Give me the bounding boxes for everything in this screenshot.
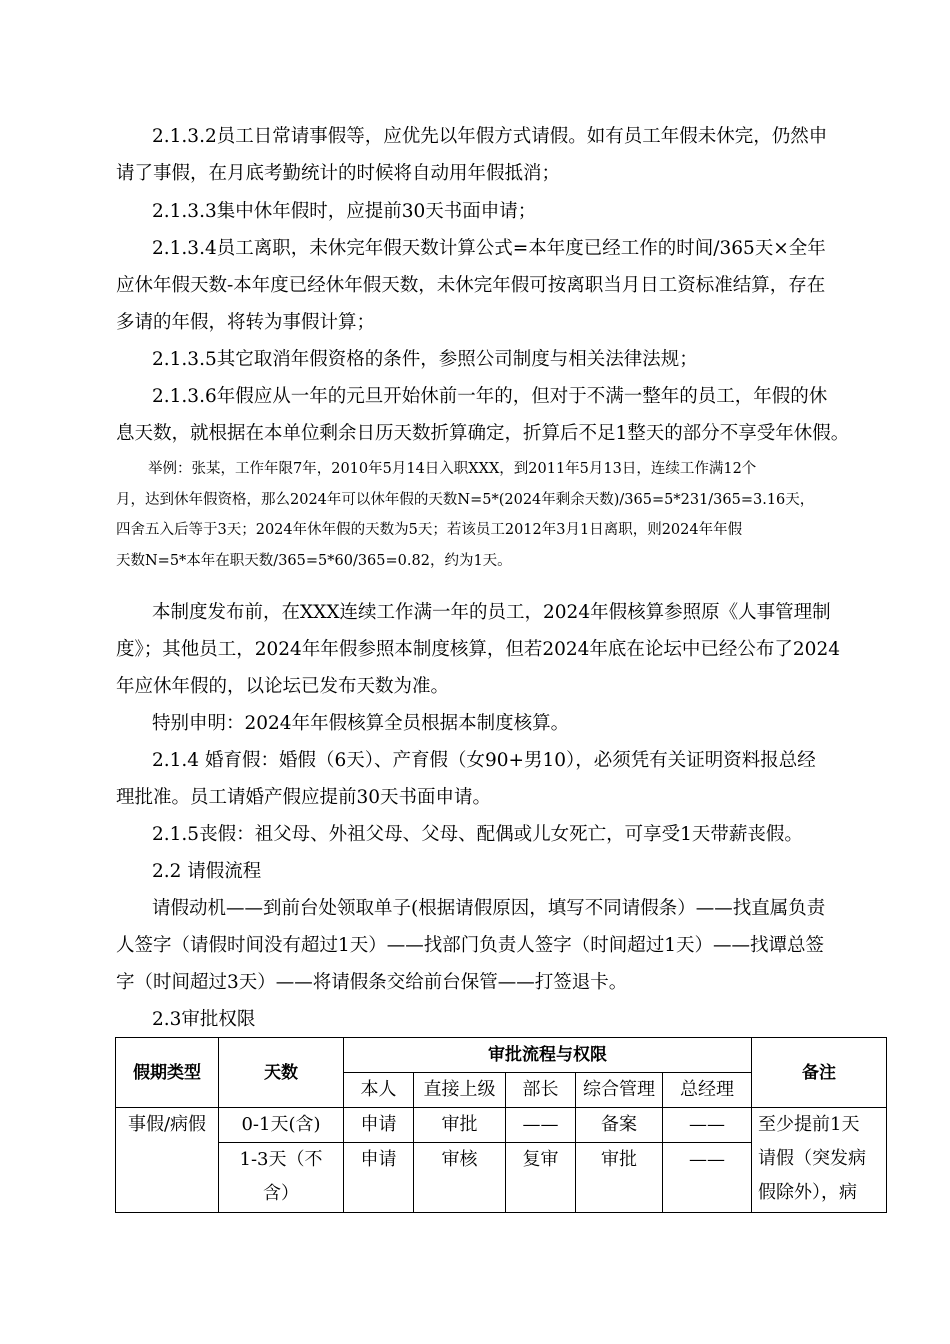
header-approval-process: 审批流程与权限 (344, 1038, 752, 1073)
cell-leave-type: 事假/病假 (116, 1108, 219, 1213)
section-heading-2-3 (116, 1001, 886, 1038)
cell-general-manager: —— (663, 1108, 752, 1143)
text-line: 息天数，就根据在本单位剩余日历天数折算确定，折算后不足1整天的部分不享受年休假。 (116, 423, 850, 444)
header-leave-type: 假期类型 (116, 1038, 219, 1108)
approval-authority-table (115, 1037, 887, 1213)
text-line: 人签字（请假时间没有超过1天）——找部门负责人签字（时间超过1天）——找谭总签 (116, 935, 825, 956)
cell-self: 申请 (344, 1143, 414, 1213)
text-line: 2.3审批权限 (152, 1009, 256, 1030)
text-line: 天数N=5*本年在职天数/365=5*60/365=0.82，约为1天。 (116, 552, 512, 569)
text-line: 字（时间超过3天）——将请假条交给前台保管——打签退卡。 (116, 972, 628, 993)
text-line: 2.1.3.5其它取消年假资格的条件，参照公司制度与相关法律法规； (152, 349, 698, 370)
paragraph-2-1-5 (116, 816, 886, 853)
paragraph-pre-release (116, 594, 886, 705)
text-line: 2.1.4 婚育假：婚假（6天）、产育假（女90+男10），必须凭有关证明资料报总经 (152, 750, 816, 771)
paragraph-2-1-4 (116, 742, 886, 816)
text-line: 理批准。员工请婚产假应提前30天书面申请。 (116, 787, 492, 808)
paragraph-2-1-3-2 (116, 118, 886, 192)
header-remark: 备注 (752, 1038, 887, 1108)
text-line: 2.1.5丧假：祖父母、外祖父母、父母、配偶或儿女死亡，可享受1天带薪丧假。 (152, 824, 803, 845)
remark-line: 至少提前1天 (758, 1114, 860, 1135)
cell-self: 申请 (344, 1108, 414, 1143)
text-line: 举例：张某，工作年限7年，2010年5月14日入职XXX，到2011年5月13日，连续工作满12个 (148, 461, 757, 477)
section-heading-2-2 (116, 853, 886, 890)
text-line: 2.2 请假流程 (152, 861, 262, 882)
cell-days: 0-1天(含) (219, 1108, 344, 1143)
text-line: 2.1.3.6年假应从一年的元旦开始休前一年的，但对于不满一整年的员工，年假的休 (152, 386, 828, 407)
cell-days (219, 1143, 344, 1213)
text-line: 本制度发布前，在XXX连续工作满一年的员工，2024年假核算参照原《人事管理制 (152, 602, 831, 623)
text-line: 应休年假天数-本年度已经休年假天数，未休完年假可按离职当月日工资标准结算，存在 (116, 275, 826, 296)
header-self: 本人 (344, 1073, 414, 1108)
paragraph-2-1-3-4 (116, 230, 886, 341)
paragraph-2-1-3-6 (116, 378, 886, 452)
remark-line: 请假（突发病 (758, 1148, 867, 1169)
paragraph-special-statement (116, 705, 886, 742)
example-note (116, 454, 886, 576)
header-general-admin: 综合管理 (576, 1073, 663, 1108)
text-line: 特别申明：2024年年假核算全员根据本制度核算。 (152, 713, 570, 734)
cell-direct-supervisor: 审核 (414, 1143, 506, 1213)
cell-general-manager: —— (663, 1143, 752, 1213)
text-line: 年应休年假的，以论坛已发布天数为准。 (116, 676, 450, 697)
text-line: 度》；其他员工，2024年年假参照本制度核算，但若2024年底在论坛中已经公布了2024 (116, 639, 840, 660)
remark-line: 假除外），病 (758, 1182, 858, 1203)
days-line: 含） (263, 1183, 299, 1204)
text-line: 2.1.3.3集中休年假时，应提前30天书面申请； (152, 201, 537, 222)
text-line: 2.1.3.4员工离职，未休完年假天数计算公式=本年度已经工作的时间/365天×全年 (152, 238, 826, 259)
header-minister: 部长 (506, 1073, 576, 1108)
cell-general-admin: 审批 (576, 1143, 663, 1213)
paragraph-2-1-3-3 (116, 193, 886, 230)
cell-minister: —— (506, 1108, 576, 1143)
text-line: 请假动机——到前台处领取单子(根据请假原因，填写不同请假条）——找直属负责 (152, 898, 826, 919)
cell-general-admin: 备案 (576, 1108, 663, 1143)
text-line: 请了事假，在月底考勤统计的时候将自动用年假抵消； (116, 163, 561, 184)
text-line: 四舍五入后等于3天；2024年休年假的天数为5天；若该员工2012年3月1日离职，则2024年年假 (116, 522, 743, 538)
paragraph-2-1-3-5 (116, 341, 886, 378)
header-days: 天数 (219, 1038, 344, 1108)
text-line: 2.1.3.2员工日常请事假等，应优先以年假方式请假。如有员工年假未休完，仍然申 (152, 126, 828, 147)
text-line: 多请的年假，将转为事假计算； (116, 312, 376, 333)
text-line: 月，达到休年假资格，那么2024年可以休年假的天数N=5*(2024年剩余天数)/365=5*231/365=3.16天， (116, 491, 815, 508)
header-direct-supervisor: 直接上级 (414, 1073, 506, 1108)
cell-remark (752, 1108, 887, 1213)
days-line: 1-3天（不 (239, 1149, 323, 1170)
cell-minister: 复审 (506, 1143, 576, 1213)
table-row (116, 1108, 887, 1143)
header-general-manager: 总经理 (663, 1073, 752, 1108)
cell-direct-supervisor: 审批 (414, 1108, 506, 1143)
paragraph-leave-process (116, 890, 886, 1001)
